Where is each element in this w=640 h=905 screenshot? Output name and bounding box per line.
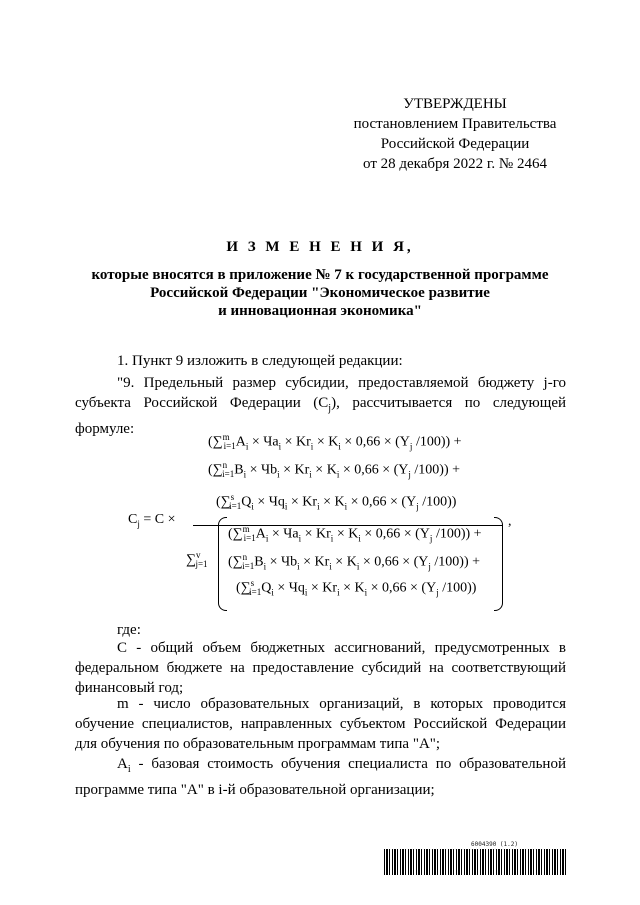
paragraph-9-subscript: j — [328, 403, 332, 414]
formula-lhs: $C_j = C$ × — [128, 512, 176, 529]
item-1-text: 1. Пункт 9 изложить в следующей редакции: — [117, 353, 403, 369]
formula-denominator-line-1: ($\sum^m_{i=1}A_i \times Ча_i \times Kr_i \times K_i \times 0,66 \times (Y_j$ /100)) + — [228, 524, 482, 544]
definition-a-symbol: A — [117, 756, 128, 772]
approval-line-3: Российской Федерации — [380, 136, 530, 152]
formula-comma: , — [508, 514, 512, 529]
definition-m: m - число образовательных организаций, в которых проводится обучение специалистов, направленных субъектом Российской Федерации для обучения по образовательным программам типа "А"; — [75, 696, 566, 752]
approval-line-4: от 28 декабря 2022 г. № 2464 — [363, 156, 547, 172]
formula-left-bracket — [218, 517, 227, 611]
definition-a-text: - базовая стоимость обучения специалиста по образовательной программе типа "А" в i-й образовательной организации; — [75, 756, 566, 798]
document-heading — [70, 236, 570, 320]
item-1 — [75, 351, 566, 371]
subsidy-formula — [120, 432, 540, 612]
definition-a-subscript: i — [127, 764, 131, 775]
heading-subtitle-line-1: которые вносятся в приложение № 7 к государственной программе — [91, 267, 549, 283]
formula-denominator-line-2: ($\sum^n_{i=1}B_i \times Чb_i \times Kr_i \times K_i \times 0,66 \times (Y_j$ /100)) + — [228, 552, 481, 572]
heading-title: И З М Е Н Е Н И Я, — [226, 239, 414, 255]
formula-denominator-sum: ∑$^v_{j=1}$ — [186, 550, 208, 570]
approval-block — [340, 94, 570, 174]
paragraph-9-start: "9. Предельный размер субсидии, предоставляемой бюджету j-го субъекта Российской Федерации (C — [75, 375, 566, 411]
definition-c: С - общий объем бюджетных ассигнований, предусмотренных в федеральном бюджете на предоставление субсидий на соответствующий финансовый год; — [75, 640, 566, 696]
formula-right-bracket — [494, 517, 503, 611]
where-label — [75, 620, 566, 640]
heading-subtitle — [70, 266, 570, 320]
where-text: где: — [117, 622, 141, 638]
barcode-icon — [384, 849, 568, 875]
paragraph-9 — [75, 373, 566, 439]
heading-subtitle-line-2: Российской Федерации "Экономическое развитие — [150, 285, 490, 301]
paragraph-9-end: ), рассчитывается по следующей формуле: — [75, 395, 567, 437]
formula-denominator-line-3: ($\sum^s_{i=1}Q_i \times Чq_i \times Kr_i \times K_i \times 0,66 \times (Y_j$ /100)) — [236, 578, 477, 598]
definition-a — [75, 754, 566, 800]
barcode-label: 6004390 (1.2) — [471, 841, 518, 848]
formula-numerator-line-1: ($\sum^m_{i=1}A_i \times Ча_i \times Kr_i \times K_i \times 0,66 \times (Y_j$ /100)) + — [208, 432, 462, 452]
approval-line-1: УТВЕРЖДЕНЫ — [403, 96, 507, 112]
formula-numerator-line-2: ($\sum^n_{i=1}B_i \times Чb_i \times Kr_i \times K_i \times 0,66 \times (Y_j$ /100)) + — [208, 460, 461, 480]
approval-line-2: постановлением Правительства — [353, 116, 557, 132]
formula-numerator-line-3: ($\sum^s_{i=1}Q_i \times Чq_i \times Kr_i \times K_i \times 0,66 \times (Y_j$ /100)) — [216, 492, 457, 512]
heading-subtitle-line-3: и инновационная экономика" — [218, 303, 422, 319]
document-barcode — [384, 843, 568, 875]
